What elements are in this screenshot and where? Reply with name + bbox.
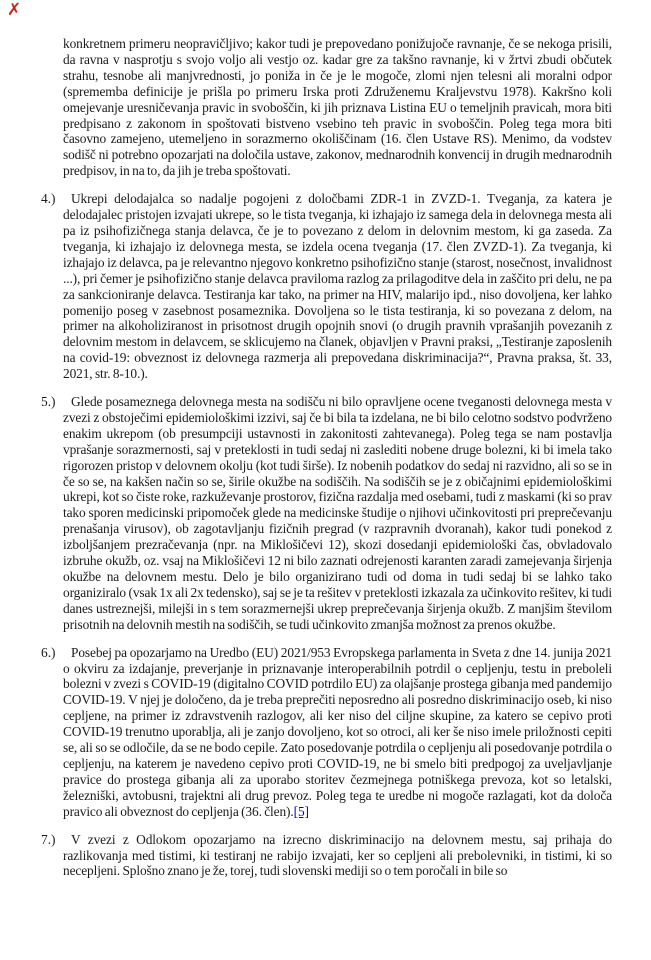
item-7-number: 7.) [41, 831, 56, 847]
paragraph-item-4 [41, 191, 612, 382]
item-5-text: Glede posameznega delovnega mesta na sodišču ni bilo opravljene ocene tveganosti delovnega mesta v zvezi z obstoječimi epidemiološkimi izzivi, saj če bi bila ta izdelana, ne bi bilo celotno sodstvo podvrženo enakim ukrepom (ob presumpciji ustavnosti in zakonitosti zahtevanega). Poleg tega se nam postavlja vprašanje sorazmernosti, saj v preteklosti in tudi sedaj ni zaslediti nobene druge bolezni, ki bi imela tako rigorozen pristop v delovnem okolju (kot tudi širše). Iz nobenih podatkov do sedaj ni razvidno, ali so se in če so se, na kakšen način so se, širile okužbe na sodiščih. Na sodiščih se je z običajnimi epidemiološkimi ukrepi, kot so čiste roke, razkuževanje prostorov, fizična razdalja med osebami, tudi z maskami (ki so prav tako sporen medicinski pripomoček glede na medicinske študije o njihovi učinkovitosti pri preprečevanju prenašanja virusov), ob zagotavljanju fizičnih pregrad (v razpravnih dvoranah), kakor tudi ponekod z izboljšanjem prezračevanja (npr. na Miklošičevi 12), skozi dosedanji epidemiološki čas, obvladovalo izbruhe okužb, oz. vsaj na Miklošičevi 12 ni bilo zaznati odrejenosti karanten zaradi zamejevanja širjenja okužbe na delovnem mestu. Delo je bilo organizirano tudi od doma in tudi sedaj bi se lahko tako organiziralo (vsak 1x ali 2x tedensko), saj se je ta rešitev v preteklosti izkazala za učinkovito rešitev, ki tudi danes ustreznejši, milejši in s tem sorazmernejši ukrep preprečevanja širjenja okužb. Z manjšim številom prisotnih na delovnih mestih na sodiščih, se tudi učinkovito zmanjša možnost za prenos okužbe. [63, 394, 612, 632]
item-5-number: 5.) [41, 394, 56, 410]
paragraph-item-7 [41, 831, 612, 880]
paragraph-item-5 [41, 394, 612, 633]
footnote-5-link[interactable]: [5] [293, 803, 309, 819]
document-body [41, 36, 612, 879]
item-4-text: Ukrepi delodajalca so nadalje pogojeni z določbami ZDR-1 in ZVZD-1. Tveganja, za katera je delodajalec pristojen izvajati ukrepe, so le tista tveganja, ki izhajajo iz samega dela in delovnega mesta ali pa iz psihofizičnega stanja delavca, če je to povezano z delom in delovnim mestom, ki ga zaseda. Za tveganja, ki izhajajo iz delovnega mesta, se izdela ocena tveganja (17. člen ZVZD-1). Za tveganja, ki izhajajo iz delavca, pa je relevantno njegovo konkretno psihofizično stanje (starost, nosečnost, invalidnost ...), pri čemer je psihofizično stanje delavca praviloma razlog za prilagoditve dela in zaščito pri delu, ne pa za sankcioniranje delavca. Testiranja kar tako, na primer na HIV, malarijo ipd., niso dovoljena, ker lahko pomenijo poseg v zasebnost posameznika. Dovoljena so le tista testiranja, ki so povezana z delom, na primer na alkoholiziranost in prisotnost drugih opojnih snovi (o drugih pravnih vprašanjih povezanih z delovnim mestom in delavcem, se sklicujemo na članek, objavljen v Pravni praksi, „Testiranje zaposlenih na covid-19: obveznost iz delovnega razmerja ali prepovedana diskriminacija?“, Pravna praksa, št. 33, 2021, str. 8-10.). [63, 191, 612, 382]
item-6-number: 6.) [41, 644, 56, 660]
paragraph-intro [63, 36, 612, 179]
red-x-mark: ✗ [7, 0, 22, 20]
paragraph-intro-text: konkretnem primeru neopravičljivo; kakor tudi je prepovedano ponižujoče ravnanje, če se nekoga prisili, da ravna v nasprotju s svojo voljo ali vestjo oz. kadar gre za takšno ravnanje, ki v žrtvi zbudi občutek strahu, tesnobe ali manjvrednosti, jo poniža in če je le mogoče, zlomi njen telesni ali moralni odpor (sprememba definicije je prišla po primeru Irska proti Združenemu Kraljevstvu 1978). Kakršno koli omejevanje uresničevanja pravic in svoboščin, ki jih priznava Listina EU o temeljnih pravicah, mora biti predpisano z zakonom in spoštovati bistveno vsebino teh pravic in svoboščin. Poleg tega mora biti časovno zamejeno, utemeljeno in sorazmerno okoliščinam (16. člen Ustave RS). Menimo, da vodstev sodišč ni potrebno opozarjati na določila ustave, zakonov, mednarodnih konvencij in drugih mednarodnih predpisov, in na to, da jih je treba spoštovati. [63, 36, 612, 179]
item-4-number: 4.) [41, 191, 56, 207]
item-7-text: V zvezi z Odlokom opozarjamo na izrecno diskriminacijo na delovnem mestu, saj prihaja do razlikovanja med tistimi, ki testiranj ne rabijo izvajati, ker so cepljeni ali prebolevniki, in tistimi, ki so necepljeni. Splošno znano je že, torej, tudi slovenski mediji so o tem poročali in bile so [63, 831, 612, 879]
item-6-text: Posebej pa opozarjamo na Uredbo (EU) 2021/953 Evropskega parlamenta in Sveta z dne 14. junija 2021 o okviru za izdajanje, preverjanje in priznavanje interoperabilnih potrdil o cepljenju, testu in preboleli bolezni v zvezi s COVID-19 (digitalno COVID potrdilo EU) za olajšanje prostega gibanja med pandemijo COVID-19. V njej je določeno, da je treba preprečiti neposredno ali posredno diskriminacijo oseb, ki niso cepljene, na primer iz zdravstvenih razlogov, ali ker niso del ciljne skupine, za katero se cepivo proti COVID-19 trenutno uporablja, ali je zanjo dovoljeno, kot so otroci, ali ker še niso imele priložnosti cepiti se, ali so se odločile, da se ne bodo cepile. Zato posedovanje potrdila o cepljenju ali posedovanje potrdila o cepljenju, na katerem je navedeno cepivo proti COVID-19, ne bi smelo biti predpogoj za uveljavljanje pravice do prostega gibanja ali za uporabo storitev čezmejnega potniškega prevoza, kot so letalski, železniški, avtobusni, trajektni ali drug prevoz. Poleg tega te uredbe ni mogoče razlagati, kot da določa pravico ali obveznost do cepljenja (36. člen). [63, 644, 612, 819]
paragraph-item-6 [41, 644, 612, 820]
